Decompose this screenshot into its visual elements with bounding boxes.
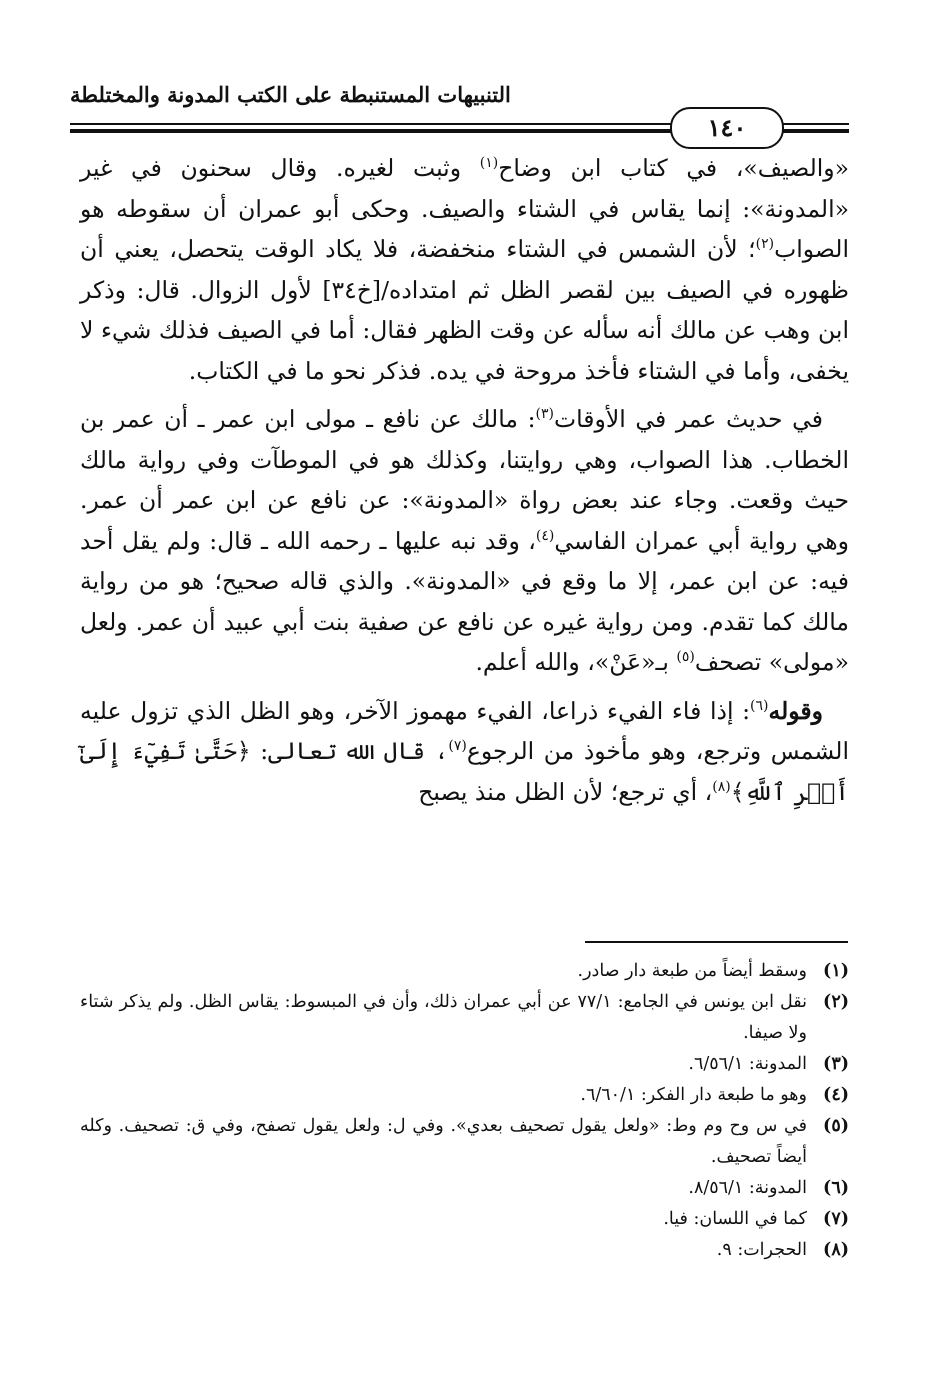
- footnote-number: (٢): [823, 992, 849, 1012]
- footnote-separator: [585, 941, 848, 943]
- footnote-number: (٦): [823, 1178, 849, 1198]
- text-run: : مالك عن نافع ـ مولى ابن عمر ـ أن عمر بن الخطاب. هذا الصواب، وهي روايتنا، وكذلك هو في الموطآت وفي رواية مالك حيث وقعت. وجاء عند بعض رواة «المدونة»: عن نافع عن ابن عمر أن عمر. وهي رواية أبي عمران الفاسي: [80, 405, 850, 555]
- footnote: [80, 1173, 849, 1204]
- footnote-number: (٧): [823, 1209, 849, 1229]
- footnote-ref: (٨): [712, 778, 731, 795]
- footnote-ref: (٧): [448, 738, 467, 755]
- running-title: التنبيهات المستنبطة على الكتب المدونة والمختلطة: [70, 82, 511, 107]
- footnote-text: وهو ما طبعة دار الفكر: ٦/٦٠/١.: [580, 1085, 807, 1105]
- footnote-text: المدونة: ٦/٥٦/١.: [688, 1054, 807, 1074]
- footnote-number: (١): [823, 961, 849, 981]
- footnote-text: كما في اللسان: فيا.: [663, 1209, 807, 1229]
- footnote-ref: (٦): [750, 697, 769, 714]
- footnotes: [80, 956, 849, 1266]
- text-run: ، أي ترجع؛ لأن الظل منذ يصبح: [418, 777, 713, 806]
- main-text: [80, 148, 849, 820]
- footnote-ref: (٥): [676, 649, 695, 666]
- footnote-text: نقل ابن يونس في الجامع: ٧٧/١ عن أبي عمران ذلك، وأن في المبسوط: يقاس الظل. ولم يذكر شتاء ولا صيفا.: [80, 992, 807, 1043]
- paragraph: [80, 148, 849, 391]
- page-number: ١٤٠: [670, 107, 784, 149]
- text-run: : إذا فاء الفيء ذراعا، الفيء مهموز الآخر، وهو الظل الذي تزول عليه الشمس وترجع، وهو مأخوذ من الرجوع: [80, 696, 850, 765]
- footnote-text: الحجرات: ٩.: [716, 1240, 807, 1260]
- running-header: [70, 80, 849, 140]
- lead-term: وقوله: [768, 696, 823, 725]
- text-run: وثبت لغيره. وقال سحنون في غير «المدونة»: إنما يقاس في الشتاء والصيف. وحكى أبو عمران أن سقوطه هو الصواب: [80, 154, 849, 263]
- paragraph: [80, 691, 849, 813]
- text-run: في حديث عمر في الأوقات: [553, 405, 823, 433]
- footnote: [80, 956, 849, 987]
- footnote-text: المدونة: ٨/٥٦/١.: [688, 1178, 807, 1198]
- footnote-ref: (٤): [535, 527, 555, 544]
- footnote-text: وسقط أيضاً من طبعة دار صادر.: [577, 961, 807, 981]
- footnote-number: (٥): [823, 1116, 849, 1136]
- paragraph: [80, 399, 849, 683]
- footnote-number: (٨): [823, 1240, 849, 1260]
- footnote-ref: (٣): [535, 406, 554, 423]
- footnote: [80, 1235, 849, 1266]
- footnote-number: (٤): [823, 1085, 849, 1105]
- text-run: بـ«عَنْ»، والله أعلم.: [475, 648, 677, 676]
- footnote: [80, 1204, 849, 1235]
- footnote: [80, 987, 849, 1049]
- footnote: [80, 1049, 849, 1080]
- footnote-ref: (٢): [755, 236, 775, 253]
- footnote: [80, 1080, 849, 1111]
- text-run: «والصيف»، في كتاب ابن وضاح: [498, 154, 849, 182]
- text-run: ؛ لأن الشمس في الشتاء منخفضة، فلا يكاد الوقت يتحصل، يعني أن ظهوره في الصيف بين لقصر الظل ثم امتداده/[خ٣٤] لأول الزوال. قال: وذكر ابن وهب عن مالك أنه سأله عن وقت الظهر فقال: أما في الصيف فذلك شيء لا يخفى، وأما في الشتاء فأخذ مروحة في يده. فذكر نحو ما في الكتاب.: [80, 235, 849, 385]
- text-run: ، وقد نبه عليها ـ رحمه الله ـ قال: ولم يقل أحد فيه: عن ابن عمر، إلا ما وقع في «المدونة». والذي قاله صحيح؛ هو من رواية مالك كما تقدم. ومن رواية غيره عن نافع عن صفية بنت أبي عبيد أن عمر. ولعل «مولى» تصحف: [80, 526, 849, 676]
- footnote: [80, 1111, 849, 1173]
- footnote-text: في س وح وم وط: «ولعل يقول تصحيف بعدي». وفي ل: ولعل يقول تصفح، وفي ق: تصحيف. وكله أيضاً تصحيف.: [80, 1116, 807, 1167]
- footnote-ref: (١): [479, 155, 499, 172]
- text-run: ، قال الله تعالى: ﴿حَتَّىٰ تَفِيٓءَ إِلَىٰٓ أَمۡرِ ٱللَّهِ﴾: [80, 737, 849, 806]
- footnote-number: (٣): [823, 1054, 849, 1074]
